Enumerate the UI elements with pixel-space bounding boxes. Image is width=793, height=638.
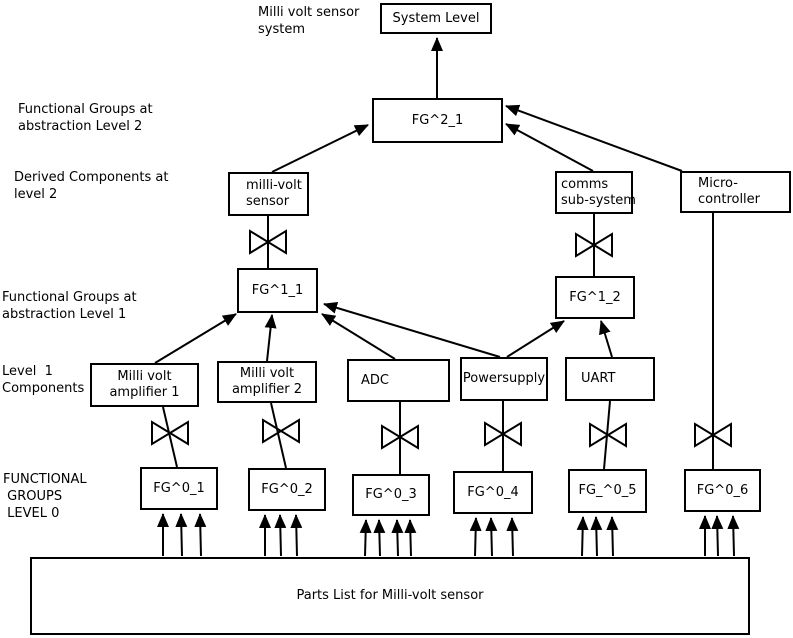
- parts-arrow: [397, 520, 398, 556]
- parts-arrow: [596, 517, 597, 556]
- parts-arrow: [379, 520, 380, 556]
- box-powersupply: Powersupply: [460, 357, 548, 401]
- box-system-level: System Level: [380, 3, 492, 34]
- parts-arrow: [612, 517, 613, 556]
- box-fg1-1: FG^1_1: [237, 268, 318, 313]
- diagram-title: Milli volt sensor system: [258, 5, 360, 37]
- label-derived-components-level2: Derived Components at level 2: [14, 170, 169, 202]
- label-functional-groups-level1: Functional Groups at abstraction Level 1: [2, 290, 137, 322]
- box-fg2-1: FG^2_1: [372, 98, 503, 143]
- box-fg0-1: FG^0_1: [140, 467, 218, 510]
- parts-arrow: [200, 514, 201, 556]
- parts-list-arrows: [163, 514, 734, 556]
- valve-lines: [163, 213, 713, 474]
- label-level1-components: Level 1 Components: [2, 364, 85, 396]
- arrow-mva1-to-fg11: [155, 314, 236, 363]
- box-adc: ADC: [347, 359, 450, 402]
- parts-arrow: [582, 517, 583, 556]
- box-parts-list: Parts List for Milli-volt sensor: [30, 557, 750, 635]
- parts-arrow: [717, 516, 718, 556]
- parts-arrow: [280, 515, 281, 556]
- arrow-uart-to-fg12: [601, 321, 612, 357]
- box-milli-volt-sensor: milli-volt sensor: [228, 172, 309, 216]
- parts-arrow: [491, 518, 492, 556]
- box-fg0-2: FG^0_2: [248, 468, 326, 511]
- arrow-comms-to-fg21: [506, 124, 593, 171]
- parts-arrow: [181, 514, 182, 556]
- arrow-mva2-to-fg11: [267, 315, 272, 361]
- parts-arrow: [410, 520, 411, 556]
- box-fg0-5: FG_^0_5: [568, 469, 647, 513]
- parts-arrow: [475, 518, 476, 556]
- parts-arrow: [296, 515, 297, 556]
- box-uart: UART: [565, 357, 655, 401]
- arrow-sensor-to-fg21: [272, 125, 368, 172]
- label-functional-groups-level2: Functional Groups at abstraction Level 2: [18, 102, 153, 134]
- parts-arrow: [365, 520, 366, 556]
- box-fg0-6: FG^0_6: [684, 469, 761, 512]
- box-comms-subsystem: comms sub-system: [555, 171, 633, 214]
- box-milli-volt-amplifier-1: Milli volt amplifier 1: [90, 363, 199, 407]
- arrow-adc-to-fg11: [322, 314, 395, 359]
- box-micro-controller: Micro- controller: [680, 171, 791, 213]
- label-functional-groups-level0: FUNCTIONAL GROUPS LEVEL 0: [3, 472, 87, 521]
- bowtie-valve-icon: [263, 420, 299, 442]
- parts-arrow: [512, 518, 513, 556]
- box-fg0-3: FG^0_3: [352, 474, 430, 516]
- box-fg1-2: FG^1_2: [555, 276, 635, 319]
- box-milli-volt-amplifier-2: Milli volt amplifier 2: [217, 361, 317, 403]
- parts-arrow: [733, 516, 734, 556]
- arrow-psu-to-fg12: [507, 321, 564, 357]
- box-fg0-4: FG^0_4: [453, 471, 533, 514]
